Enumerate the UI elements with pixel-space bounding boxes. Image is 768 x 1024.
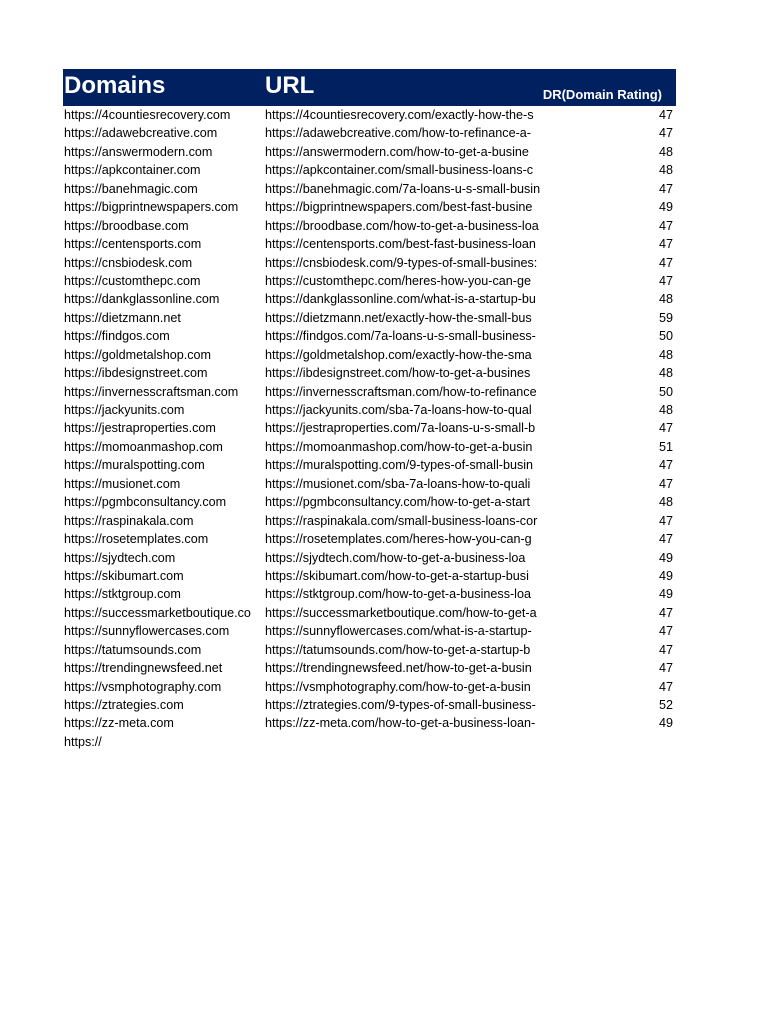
- url-cell: https://successmarketboutique.com/how-to-get-a: [265, 605, 537, 620]
- header-dr: DR(Domain Rating): [542, 87, 662, 102]
- url-cell: https://apkcontainer.com/small-business-loans-c: [265, 163, 534, 178]
- url-cell: https://trendingnewsfeed.net/how-to-get-a-busin: [265, 661, 532, 676]
- dr-cell: 47: [658, 237, 673, 252]
- table-row: [63, 733, 676, 751]
- table-row: [63, 641, 676, 659]
- header-url: URL: [265, 72, 315, 99]
- dr-cell: 47: [658, 255, 673, 270]
- domain-cell: https://cnsbiodesk.com: [64, 255, 193, 270]
- domain-cell: https://raspinakala.com: [64, 513, 194, 528]
- domain-cell: https://customthepc.com: [64, 273, 201, 288]
- dr-cell: 47: [658, 642, 673, 657]
- url-cell: https://jestraproperties.com/7a-loans-u-s-small-b: [265, 421, 536, 436]
- domain-cell: https://sjydtech.com: [64, 550, 176, 565]
- table-row: [63, 585, 676, 603]
- domain-cell: https://jackyunits.com: [64, 403, 185, 417]
- dr-cell: 59: [658, 310, 673, 325]
- dr-cell: 47: [658, 513, 673, 528]
- url-cell: https://ibdesignstreet.com/how-to-get-a-busines: [265, 366, 531, 381]
- table-row: [63, 106, 676, 124]
- table-row: [63, 659, 676, 677]
- table-row: [63, 143, 676, 161]
- domain-cell: https://musionet.com: [64, 476, 181, 491]
- dr-cell: 47: [658, 476, 673, 491]
- domain-cell: https://ztrategies.com: [64, 698, 184, 712]
- domain-cell: https://adawebcreative.com: [64, 126, 218, 141]
- domain-cell: https://rosetemplates.com: [64, 532, 209, 547]
- dr-cell: 48: [658, 292, 673, 307]
- table-row: [63, 604, 676, 622]
- domain-cell: https://centensports.com: [64, 237, 202, 252]
- url-cell: https://jackyunits.com/sba-7a-loans-how-to-qual: [265, 403, 532, 417]
- table-row: [63, 180, 676, 198]
- table-row: [63, 493, 676, 511]
- domain-cell: https://dankglassonline.com: [64, 292, 220, 307]
- dr-cell: 48: [658, 144, 673, 159]
- dr-cell: 47: [658, 532, 673, 547]
- dr-cell: 49: [658, 587, 673, 602]
- table-row: [63, 678, 676, 696]
- domain-table: [63, 69, 676, 751]
- domain-cell: https://pgmbconsultancy.com: [64, 495, 227, 510]
- table-row: [63, 217, 676, 235]
- domain-cell: https://trendingnewsfeed.net: [64, 661, 223, 676]
- table-row: [63, 401, 676, 419]
- table-row: [63, 549, 676, 567]
- table-body: [63, 106, 676, 751]
- domain-cell: https://findgos.com: [64, 329, 170, 344]
- url-cell: https://broodbase.com/how-to-get-a-business-loa: [265, 218, 539, 233]
- table-row: [63, 567, 676, 585]
- url-cell: https://findgos.com/7a-loans-u-s-small-business-: [265, 329, 536, 344]
- url-cell: https://momoanmashop.com/how-to-get-a-busin: [265, 439, 533, 454]
- dr-cell: 52: [658, 698, 673, 712]
- dr-cell: 48: [658, 366, 673, 381]
- domain-cell: https://jestraproperties.com: [64, 421, 216, 436]
- url-cell: https://ztrategies.com/9-types-of-small-business-: [265, 698, 536, 712]
- dr-cell: 47: [658, 181, 673, 196]
- domain-cell: https://dietzmann.net: [64, 310, 181, 325]
- url-cell: https://answermodern.com/how-to-get-a-busine: [265, 144, 529, 159]
- domain-cell: https://skibumart.com: [64, 568, 184, 583]
- url-cell: https://musionet.com/sba-7a-loans-how-to-quali: [265, 476, 531, 491]
- dr-cell: 51: [658, 439, 673, 454]
- url-cell: https://invernesscraftsman.com/how-to-refinance: [265, 384, 537, 399]
- dr-cell: 48: [658, 347, 673, 362]
- url-cell: https://banehmagic.com/7a-loans-u-s-small-busin: [265, 181, 541, 196]
- table-row: [63, 235, 676, 253]
- table-row: [63, 438, 676, 456]
- domain-cell: https://vsmphotography.com: [64, 679, 222, 694]
- url-cell: https://dietzmann.net/exactly-how-the-small-bus: [265, 310, 532, 325]
- dr-cell: 48: [658, 495, 673, 510]
- table-row: [63, 290, 676, 308]
- domain-cell: https://invernesscraftsman.com: [64, 384, 239, 399]
- dr-cell: 47: [658, 679, 673, 694]
- dr-cell: 49: [658, 716, 673, 731]
- domain-cell: https://momoanmashop.com: [64, 439, 223, 454]
- domain-cell: https://: [64, 734, 102, 749]
- table-row: [63, 475, 676, 493]
- table-row: [63, 419, 676, 437]
- url-cell: https://muralspotting.com/9-types-of-small-busin: [265, 458, 534, 473]
- domain-cell: https://ibdesignstreet.com: [64, 366, 208, 381]
- table-row: [63, 272, 676, 290]
- dr-cell: 47: [658, 126, 673, 141]
- url-cell: https://centensports.com/best-fast-business-loan: [265, 237, 536, 252]
- domain-cell: https://muralspotting.com: [64, 458, 205, 473]
- dr-cell: 50: [658, 329, 673, 344]
- url-cell: https://sjydtech.com/how-to-get-a-business-loa: [265, 550, 526, 565]
- table-row: [63, 530, 676, 548]
- table-row: [63, 254, 676, 272]
- url-cell: https://raspinakala.com/small-business-loans-cor: [265, 513, 538, 528]
- url-cell: https://zz-meta.com/how-to-get-a-business-loan-: [265, 716, 536, 731]
- domain-cell: https://zz-meta.com: [64, 716, 174, 731]
- dr-cell: 47: [658, 421, 673, 436]
- url-cell: https://rosetemplates.com/heres-how-you-can-g: [265, 532, 532, 547]
- table-row: [63, 364, 676, 382]
- table-row: [63, 512, 676, 530]
- url-cell: https://adawebcreative.com/how-to-refinance-a-: [265, 126, 531, 141]
- domain-cell: https://stktgroup.com: [64, 587, 181, 602]
- table-header: [63, 69, 676, 106]
- url-cell: https://goldmetalshop.com/exactly-how-the-sma: [265, 347, 532, 362]
- dr-cell: 48: [658, 163, 673, 178]
- dr-cell: 47: [658, 458, 673, 473]
- domain-cell: https://sunnyflowercases.com: [64, 624, 230, 639]
- table-row: [63, 309, 676, 327]
- table-row: [63, 161, 676, 179]
- url-cell: https://tatumsounds.com/how-to-get-a-startup-b: [265, 642, 531, 657]
- url-cell: https://sunnyflowercases.com/what-is-a-startup-: [265, 624, 532, 639]
- table-row: [63, 124, 676, 142]
- dr-cell: 49: [658, 200, 673, 215]
- url-cell: https://vsmphotography.com/how-to-get-a-busin: [265, 679, 531, 694]
- table-row: [63, 346, 676, 364]
- dr-cell: 47: [658, 218, 673, 233]
- domain-cell: https://goldmetalshop.com: [64, 347, 212, 362]
- url-cell: https://dankglassonline.com/what-is-a-startup-bu: [265, 292, 536, 307]
- dr-cell: 50: [658, 384, 673, 399]
- url-cell: https://stktgroup.com/how-to-get-a-business-loa: [265, 587, 531, 602]
- table-row: [63, 696, 676, 714]
- dr-cell: 47: [658, 273, 673, 288]
- domain-cell: https://tatumsounds.com: [64, 642, 202, 657]
- domain-cell: https://successmarketboutique.co: [64, 605, 251, 620]
- url-cell: https://cnsbiodesk.com/9-types-of-small-busines:: [265, 255, 538, 270]
- table-row: [63, 622, 676, 640]
- dr-cell: 49: [658, 568, 673, 583]
- domain-cell: https://4countiesrecovery.com: [64, 108, 231, 122]
- url-cell: https://pgmbconsultancy.com/how-to-get-a-start: [265, 495, 531, 510]
- dr-cell: 47: [658, 108, 673, 122]
- domain-cell: https://answermodern.com: [64, 144, 213, 159]
- url-cell: https://bigprintnewspapers.com/best-fast-busine: [265, 200, 533, 215]
- table-row: [63, 327, 676, 345]
- dr-cell: 47: [658, 661, 673, 676]
- dr-cell: 47: [658, 624, 673, 639]
- domain-cell: https://broodbase.com: [64, 218, 189, 233]
- domain-cell: https://banehmagic.com: [64, 181, 198, 196]
- header-domains: Domains: [64, 72, 166, 99]
- table-row: [63, 456, 676, 474]
- domain-cell: https://bigprintnewspapers.com: [64, 200, 239, 215]
- table-row: [63, 714, 676, 732]
- url-cell: https://skibumart.com/how-to-get-a-startup-busi: [265, 568, 529, 583]
- dr-cell: 47: [658, 605, 673, 620]
- url-cell: https://customthepc.com/heres-how-you-can-ge: [265, 273, 531, 288]
- table-row: [63, 383, 676, 401]
- url-cell: https://4countiesrecovery.com/exactly-how-the-s: [265, 108, 534, 122]
- domain-cell: https://apkcontainer.com: [64, 163, 201, 178]
- table-row: [63, 198, 676, 216]
- dr-cell: 48: [658, 403, 673, 417]
- dr-cell: 49: [658, 550, 673, 565]
